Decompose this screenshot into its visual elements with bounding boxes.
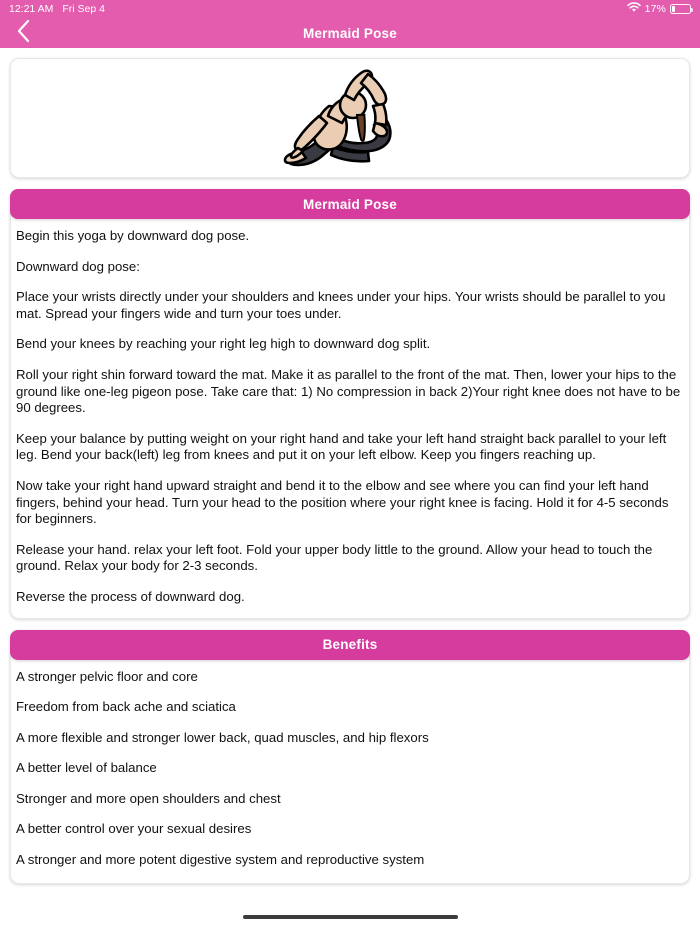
description-card: [10, 213, 690, 619]
paragraph: Place your wrists directly under your shoulders and knees under your hips. Your wrists should be parallel to you mat. Spread your fingers wide and turn your toes under.: [16, 289, 666, 321]
benefits-card: [10, 654, 690, 884]
list-item: A better level of balance: [16, 760, 157, 776]
section-header-mermaid-pose: Mermaid Pose: [10, 189, 690, 219]
paragraph: Roll your right shin forward toward the mat. Make it as parallel to the front of the mat. Then, lower your hips to the ground like one-leg pigeon pose. Take care that: 1) No compression in back 2)Your right knee does not have to be 90 degrees.: [16, 366, 681, 416]
paragraph: Downward dog pose:: [16, 258, 140, 274]
list-item: A stronger and more potent digestive system and reproductive system: [16, 852, 425, 868]
paragraph: Now take your right hand upward straight and bend it to the elbow and see where you can find your left hand fingers, behind your head. Turn your head to the position where your right knee is facing. Hold it for 4-5 seconds for beginners.: [16, 477, 669, 527]
wifi-icon: [627, 2, 641, 16]
list-item: Freedom from back ache and sciatica: [16, 699, 236, 715]
paragraph: Release your hand. relax your left foot. Fold your upper body little to the ground. Allow your head to touch the ground. Relax your body for 2-3 seconds.: [16, 541, 653, 574]
home-indicator-area: [0, 900, 700, 934]
paragraph: Bend your knees by reaching your right leg high to downward dog split.: [16, 336, 431, 352]
battery-icon: [670, 4, 691, 14]
status-bar: [0, 0, 700, 18]
mermaid-pose-illustration: [275, 60, 425, 177]
page-title: Mermaid Pose: [303, 25, 397, 41]
scroll-content[interactable]: [0, 48, 700, 900]
paragraph: Begin this yoga by downward dog pose.: [16, 228, 250, 243]
list-item: A better control over your sexual desires: [16, 821, 252, 837]
list-item: Stronger and more open shoulders and chest: [16, 790, 281, 806]
paragraph: Keep your balance by putting weight on your right hand and take your left hand straight back parallel to your left leg. Bend your back(left) leg from knees and put it on your left elbow. Keep you fingers reaching up.: [16, 430, 667, 463]
home-indicator[interactable]: [243, 915, 458, 919]
status-date: Fri Sep 4: [62, 3, 105, 15]
nav-bar: [0, 18, 700, 48]
battery-percentage: 17%: [644, 3, 666, 15]
back-button[interactable]: [6, 18, 40, 48]
section-header-benefits: Benefits: [10, 630, 690, 660]
list-item: A more flexible and stronger lower back, quad muscles, and hip flexors: [16, 729, 429, 745]
status-bar-left: [9, 3, 105, 15]
paragraph: Reverse the process of downward dog.: [16, 588, 245, 604]
pose-image-card: [10, 58, 690, 178]
status-bar-right: [627, 2, 691, 16]
chevron-left-icon: [16, 19, 31, 48]
list-item: A stronger pelvic floor and core: [16, 668, 198, 684]
status-time: 12:21 AM: [9, 3, 54, 15]
